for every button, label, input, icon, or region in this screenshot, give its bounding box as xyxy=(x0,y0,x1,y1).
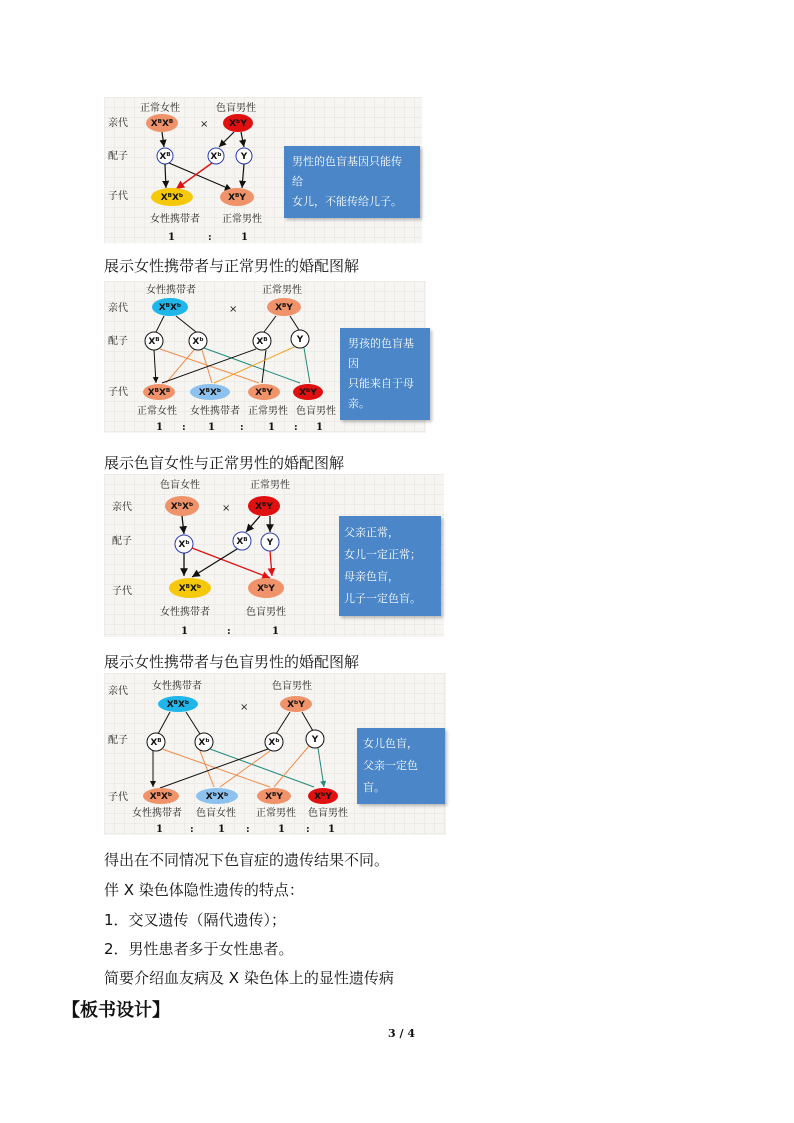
ratio-value: 1 xyxy=(328,824,335,835)
child-title: 正常男性 xyxy=(222,214,262,225)
ratio-value: 1 xyxy=(241,232,248,243)
genotype-label: XᵇY xyxy=(257,584,275,594)
conclusion-text: 得出在不同情况下色盲症的遗传结果不同。 xyxy=(104,851,390,869)
gen-label-gamete: 配子 xyxy=(112,536,132,547)
gamete-label: Xᵇ xyxy=(268,738,280,748)
child-title: 色盲男性 xyxy=(308,808,348,819)
child-title: 正常女性 xyxy=(137,406,177,417)
trait-item: 1．交叉遗传（隔代遗传）； xyxy=(104,911,287,929)
genotype-label: XᴮXᵇ xyxy=(198,388,222,398)
cross-symbol: × xyxy=(240,702,249,713)
cross-symbol: × xyxy=(229,304,238,315)
ratio-colon: : xyxy=(294,422,298,433)
gen-label-parent: 亲代 xyxy=(108,686,128,697)
genotype-label: XᴮY xyxy=(228,193,246,203)
parent-title: 正常女性 xyxy=(140,103,180,114)
gen-label-child: 子代 xyxy=(108,191,128,202)
parent-title: 正常男性 xyxy=(250,480,290,491)
gamete-label: Xᴮ xyxy=(159,152,171,162)
section-heading: 【板书设计】 xyxy=(62,1000,170,1021)
child-title: 色盲男性 xyxy=(246,607,286,618)
gen-label-parent: 亲代 xyxy=(108,118,128,129)
genotype-label: XᴮY xyxy=(275,303,293,313)
genotype-label: XᴮY xyxy=(255,388,273,398)
figure-1-pedigree xyxy=(104,97,422,243)
child-title: 女性携带者 xyxy=(160,607,210,618)
gen-label-gamete: 配子 xyxy=(108,735,128,746)
genotype-label: XᵇY xyxy=(287,700,305,710)
trait-item: 2．男性患者多于女性患者。 xyxy=(104,940,294,958)
gen-label-child: 子代 xyxy=(108,387,128,398)
child-title: 正常男性 xyxy=(256,808,296,819)
gamete-label: Xᵇ xyxy=(210,152,222,162)
child-title: 女性携带者 xyxy=(150,214,200,225)
traits-title: 伴 X 染色体隐性遗传的特点： xyxy=(104,881,304,899)
ratio-colon: : xyxy=(227,626,231,637)
gen-label-parent: 亲代 xyxy=(108,303,128,314)
genotype-label: XᴮXᴮ xyxy=(150,119,174,129)
cross-symbol: × xyxy=(200,119,209,130)
child-title: 色盲女性 xyxy=(196,808,236,819)
figure-2-pedigree xyxy=(104,281,426,433)
parent-title: 女性携带者 xyxy=(152,681,202,692)
ratio-colon: : xyxy=(306,824,310,835)
gamete-label: Xᵇ xyxy=(178,540,190,550)
genotype-label: XᵇY xyxy=(299,388,317,398)
caption-figure-4: 展示女性携带者与色盲男性的婚配图解 xyxy=(104,653,360,671)
child-title: 正常男性 xyxy=(248,406,288,417)
gen-label-parent: 亲代 xyxy=(112,502,132,513)
ratio-value: 1 xyxy=(208,422,215,433)
caption-figure-2: 展示女性携带者与正常男性的婚配图解 xyxy=(104,257,360,275)
ratio-colon: : xyxy=(182,422,186,433)
genotype-label: XᴮXᵇ xyxy=(160,193,184,203)
genotype-label: XᵇY xyxy=(314,792,332,802)
gamete-label: Xᴮ xyxy=(256,337,268,347)
ratio-colon: : xyxy=(240,422,244,433)
genotype-label: XᵇXᵇ xyxy=(205,792,229,802)
gamete-label: Y xyxy=(240,152,248,162)
ratio-value: 1 xyxy=(316,422,323,433)
parent-title: 色盲男性 xyxy=(272,681,312,692)
gamete-label: Xᴮ xyxy=(148,337,160,347)
gen-label-child: 子代 xyxy=(108,792,128,803)
genotype-label: XᴮXᵇ xyxy=(166,700,190,710)
ratio-colon: : xyxy=(190,824,194,835)
genotype-label: XᴮXᴮ xyxy=(147,388,171,398)
intro-text: 简要介绍血友病及 X 染色体上的显性遗传病 xyxy=(104,969,394,987)
genotype-label: XᵇY xyxy=(229,119,247,129)
gamete-label: Y xyxy=(296,335,304,345)
gamete-label: Xᵇ xyxy=(192,337,204,347)
child-title: 女性携带者 xyxy=(132,808,182,819)
ratio-value: 1 xyxy=(156,824,163,835)
ratio-colon: : xyxy=(208,232,212,243)
figure-4-pedigree xyxy=(104,673,446,835)
explanation-note: 男性的色盲基因只能传给 女儿，不能传给儿子。 xyxy=(284,146,420,218)
page-number: 3 / 4 xyxy=(388,1027,415,1040)
gamete-label: Xᴮ xyxy=(236,537,248,547)
parent-title: 色盲女性 xyxy=(160,480,200,491)
ratio-value: 1 xyxy=(272,626,279,637)
gamete-label: Xᵇ xyxy=(198,738,210,748)
gamete-label: Xᴮ xyxy=(150,738,162,748)
parent-title: 色盲男性 xyxy=(216,103,256,114)
ratio-value: 1 xyxy=(181,626,188,637)
gen-label-child: 子代 xyxy=(112,586,132,597)
ratio-value: 1 xyxy=(268,422,275,433)
parent-title: 正常男性 xyxy=(262,285,302,296)
ratio-value: 1 xyxy=(168,232,175,243)
explanation-note: 女儿色盲， 父亲一定色盲。 xyxy=(357,728,445,804)
genotype-label: XᴮY xyxy=(255,502,273,512)
child-title: 女性携带者 xyxy=(190,406,240,417)
figure-3-pedigree xyxy=(104,474,444,637)
ratio-value: 1 xyxy=(218,824,225,835)
gamete-label: Y xyxy=(266,538,274,548)
explanation-note: 父亲正常， 女儿一定正常； 母亲色盲， 儿子一定色盲。 xyxy=(339,516,441,616)
genotype-label: XᵇXᵇ xyxy=(170,502,194,512)
ratio-value: 1 xyxy=(156,422,163,433)
caption-figure-3: 展示色盲女性与正常男性的婚配图解 xyxy=(104,454,345,472)
gen-label-gamete: 配子 xyxy=(108,336,128,347)
parent-title: 女性携带者 xyxy=(146,285,196,296)
genotype-label: XᴮXᵇ xyxy=(149,792,173,802)
child-title: 色盲男性 xyxy=(296,406,336,417)
ratio-colon: : xyxy=(246,824,250,835)
genotype-label: XᴮXᵇ xyxy=(158,303,182,313)
explanation-note: 男孩的色盲基因 只能来自于母亲。 xyxy=(340,328,430,420)
genotype-label: XᴮY xyxy=(265,792,283,802)
ratio-value: 1 xyxy=(278,824,285,835)
genotype-label: XᴮXᵇ xyxy=(178,584,202,594)
gamete-label: Y xyxy=(311,735,319,745)
cross-symbol: × xyxy=(222,503,231,514)
gen-label-gamete: 配子 xyxy=(108,151,128,162)
